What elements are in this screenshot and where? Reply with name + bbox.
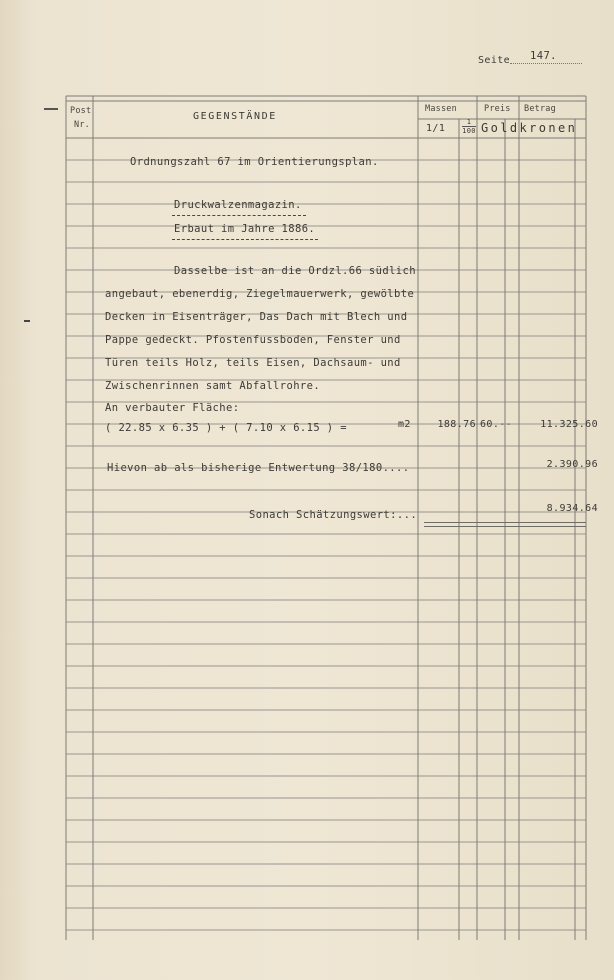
desc-line-5: Türen teils Holz, teils Eisen, Dachsaum- und <box>105 357 401 369</box>
page-label: Seite <box>478 55 511 66</box>
area-label: An verbauter Fläche: <box>105 402 240 414</box>
ordnungszahl-line: Ordnungszahl 67 im Orientierungsplan. <box>130 156 379 168</box>
result-label: Sonach Schätzungswert:... <box>249 509 418 521</box>
massen-value: 188.76 <box>437 419 476 430</box>
desc-line-2: angebaut, ebenerdig, Ziegelmauerwerk, gewölbte <box>105 288 415 300</box>
header-post-nr-text: Post Nr. <box>70 106 92 130</box>
header-massen: Massen <box>425 104 457 114</box>
desc-line-3: Decken in Eisenträger, Das Dach mit Blech und <box>105 311 408 323</box>
built-underline <box>172 239 318 240</box>
header-massen-fraction <box>462 118 476 135</box>
fraction-denominator: 100 <box>462 127 476 135</box>
title-underline <box>172 215 306 216</box>
desc-line-6: Zwischenrinnen samt Abfallrohre. <box>105 380 321 392</box>
margin-mark <box>44 108 58 110</box>
betrag-value: 11.325.60 <box>540 419 598 430</box>
header-massen-1-1: 1/1 <box>426 123 446 134</box>
deduction-value: 2.390.96 <box>546 459 598 470</box>
total-double-rule <box>424 522 586 527</box>
desc-line-4: Pappe gedeckt. Pfostenfussboden, Fenster und <box>105 334 401 346</box>
preis-value: 60.-- <box>480 419 513 430</box>
header-betrag: Betrag <box>524 104 556 114</box>
building-title: Druckwalzenmagazin. <box>174 199 302 211</box>
desc-line-1: Dasselbe ist an die Ordzl.66 südlich <box>174 265 416 277</box>
fraction-numerator: 1 <box>466 118 472 126</box>
header-gegenstaende: GEGENSTÄNDE <box>193 111 277 122</box>
area-formula: ( 22.85 x 6.35 ) + ( 7.10 x 6.15 ) = <box>105 422 347 434</box>
header-currency: Goldkronen <box>481 121 578 135</box>
margin-mark <box>24 320 30 322</box>
built-year: Erbaut im Jahre 1886. <box>174 223 316 235</box>
page-number-rule <box>510 63 582 64</box>
deduction-label: Hievon ab als bisherige Entwertung 38/180.... <box>107 462 410 474</box>
header-preis: Preis <box>484 104 511 114</box>
header-post-nr <box>70 104 90 132</box>
result-value: 8.934.64 <box>546 503 598 514</box>
page-number: 147. <box>530 50 557 62</box>
area-unit: m2 <box>398 419 411 430</box>
